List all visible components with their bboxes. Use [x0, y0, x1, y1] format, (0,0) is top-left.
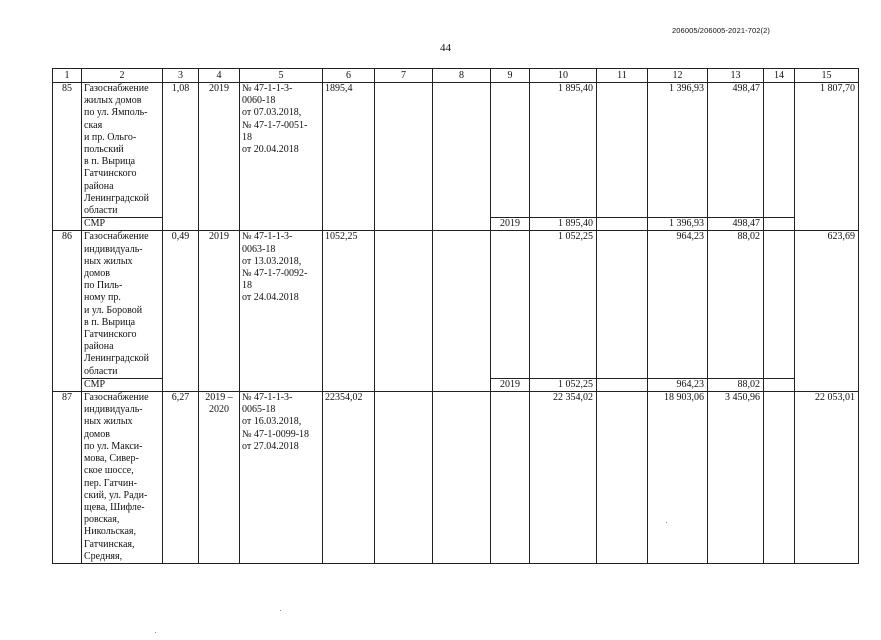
cell-line: 2019 — [209, 231, 229, 243]
cell-line: 0060-18 — [242, 95, 276, 107]
cell-line: № 47-1-0099-18 — [242, 428, 310, 440]
length-cell: 0,49 — [163, 231, 199, 392]
permit-cell — [240, 83, 323, 231]
empty-cell — [433, 83, 491, 231]
empty-cell — [764, 392, 795, 564]
empty-cell — [491, 83, 530, 218]
cell-line: области — [84, 205, 118, 217]
subtotal-label: СМР — [82, 218, 163, 231]
col-header: 15 — [795, 69, 859, 83]
empty-cell — [597, 378, 648, 391]
cell-line: и ул. Боровой — [84, 304, 143, 316]
col-header: 10 — [530, 69, 597, 83]
amount-cell: 22 053,01 — [795, 392, 859, 564]
amount-cell: 1 895,40 — [530, 83, 597, 218]
cell-line: № 47-1-7-0092- — [242, 268, 308, 280]
col-header: 3 — [163, 69, 199, 83]
amount-cell: 1 052,25 — [530, 231, 597, 378]
col-header: 6 — [323, 69, 375, 83]
cell-line: по Пиль- — [84, 280, 123, 292]
cell-line: и пр. Ольго- — [84, 131, 137, 143]
col-header: 8 — [433, 69, 491, 83]
empty-cell — [375, 231, 433, 392]
object-name — [82, 392, 163, 564]
cell-line: Гатчинского — [84, 168, 137, 180]
cell-line: Гатчинского — [84, 329, 137, 341]
cell-line: 18 — [242, 131, 252, 143]
empty-cell — [597, 392, 648, 564]
subtotal-year: 2019 — [491, 378, 530, 391]
cell-line: мова, Сивер- — [84, 453, 139, 465]
cell-line: польский — [84, 144, 124, 156]
row-number: 86 — [53, 231, 82, 392]
cell-line: домов — [84, 428, 110, 440]
cell-line: ных жилых — [84, 255, 133, 267]
amount-cell: 498,47 — [708, 218, 764, 231]
subtotal-label: СМР — [82, 378, 163, 391]
row-number: 85 — [53, 83, 82, 231]
scan-speck — [155, 632, 156, 633]
amount-cell: 3 450,96 — [708, 392, 764, 564]
col-header: 2 — [82, 69, 163, 83]
cell-line: в п. Вырица — [84, 316, 136, 328]
cell-line: Средняя, — [84, 550, 123, 562]
cell-line: щева, Шифле- — [84, 501, 145, 513]
length-cell: 1,08 — [163, 83, 199, 231]
amount-cell: 1 396,93 — [648, 83, 708, 218]
cell-line: жилых домов — [84, 95, 142, 107]
col-header: 9 — [491, 69, 530, 83]
amount-cell: 88,02 — [708, 231, 764, 378]
year-cell — [199, 231, 240, 392]
cell-line: № 47-1-1-3- — [242, 392, 293, 404]
cell-line: 2020 — [209, 404, 229, 416]
cell-line: области — [84, 365, 118, 377]
empty-cell — [764, 83, 795, 218]
col-header: 7 — [375, 69, 433, 83]
empty-cell — [433, 231, 491, 392]
cell-line: ровская, — [84, 514, 120, 526]
amount-cell: 1 895,40 — [530, 218, 597, 231]
cell-line: индивидуаль- — [84, 404, 143, 416]
cell-line: от 27.04.2018 — [242, 440, 299, 452]
empty-cell — [764, 218, 795, 231]
empty-cell — [597, 218, 648, 231]
cost-cell: 22354,02 — [323, 392, 375, 564]
document-id: 206005/206005-2021-702(2) — [672, 26, 770, 35]
cell-line: Ленинградской — [84, 192, 149, 204]
cell-line: ское шоссе, — [84, 465, 134, 477]
empty-cell — [597, 83, 648, 218]
cell-line: домов — [84, 268, 110, 280]
year-cell — [199, 83, 240, 231]
cell-line: 0063-18 — [242, 243, 276, 255]
cell-line: 2019 — [209, 83, 229, 94]
col-header: 11 — [597, 69, 648, 83]
table-row — [53, 83, 859, 218]
cell-line: от 16.03.2018, — [242, 416, 302, 428]
cell-line: от 07.03.2018, — [242, 107, 302, 119]
cell-line: по ул. Макси- — [84, 440, 143, 452]
row-number: 87 — [53, 392, 82, 564]
col-header: 5 — [240, 69, 323, 83]
empty-cell — [375, 392, 433, 564]
permit-cell — [240, 231, 323, 392]
cell-line: ных жилых — [84, 416, 133, 428]
empty-cell — [491, 231, 530, 378]
cell-line: Никольская, — [84, 526, 137, 538]
page-number: 44 — [440, 42, 451, 54]
scan-speck — [280, 610, 281, 611]
amount-cell: 964,23 — [648, 231, 708, 378]
cell-line: 0065-18 — [242, 404, 276, 416]
permit-cell — [240, 392, 323, 564]
cell-line: № 47-1-1-3- — [242, 231, 293, 243]
cell-line: от 24.04.2018 — [242, 292, 299, 304]
cell-line: по ул. Ямполь- — [84, 107, 148, 119]
cell-line: Газоснабжение — [84, 392, 149, 404]
cell-line: Газоснабжение — [84, 83, 149, 94]
object-name — [82, 231, 163, 378]
empty-cell — [433, 392, 491, 564]
amount-cell: 1 807,70 — [795, 83, 859, 231]
subtotal-year: 2019 — [491, 218, 530, 231]
cell-line: пер. Гатчин- — [84, 477, 137, 489]
cost-cell: 1895,4 — [323, 83, 375, 231]
cell-line: от 20.04.2018 — [242, 144, 299, 156]
cell-line: № 47-1-1-3- — [242, 83, 293, 94]
cell-line: района — [84, 180, 114, 192]
amount-cell: 22 354,02 — [530, 392, 597, 564]
cell-line: индивидуаль- — [84, 243, 143, 255]
empty-cell — [597, 231, 648, 378]
empty-cell — [764, 378, 795, 391]
cell-line: от 13.03.2018, — [242, 255, 302, 267]
cell-line: в п. Вырица — [84, 156, 136, 168]
cost-cell: 1052,25 — [323, 231, 375, 392]
length-cell: 6,27 — [163, 392, 199, 564]
amount-cell: 1 052,25 — [530, 378, 597, 391]
col-header: 13 — [708, 69, 764, 83]
table-row — [53, 392, 859, 564]
scan-speck — [666, 522, 667, 523]
empty-cell — [491, 392, 530, 564]
cell-line: 18 — [242, 280, 252, 292]
cell-line: 2019 – — [205, 392, 233, 404]
table-row — [53, 231, 859, 378]
empty-cell — [764, 231, 795, 378]
cell-line: ский, ул. Ради- — [84, 489, 148, 501]
amount-cell: 623,69 — [795, 231, 859, 392]
col-header: 14 — [764, 69, 795, 83]
col-header: 1 — [53, 69, 82, 83]
year-cell — [199, 392, 240, 564]
cell-line: ному пр. — [84, 292, 121, 304]
col-header: 4 — [199, 69, 240, 83]
amount-cell: 964,23 — [648, 378, 708, 391]
header-row — [53, 69, 859, 83]
cell-line: ская — [84, 119, 103, 131]
cell-line: Ленинградской — [84, 353, 149, 365]
object-name — [82, 83, 163, 218]
cell-line: района — [84, 341, 114, 353]
amount-cell: 498,47 — [708, 83, 764, 218]
amount-cell: 88,02 — [708, 378, 764, 391]
cell-line: № 47-1-7-0051- — [242, 119, 308, 131]
amount-cell: 1 396,93 — [648, 218, 708, 231]
amount-cell: 18 903,06 — [648, 392, 708, 564]
cell-line: Гатчинская, — [84, 538, 135, 550]
col-header: 12 — [648, 69, 708, 83]
empty-cell — [375, 83, 433, 231]
data-table — [52, 68, 859, 564]
cell-line: Газоснабжение — [84, 231, 149, 243]
